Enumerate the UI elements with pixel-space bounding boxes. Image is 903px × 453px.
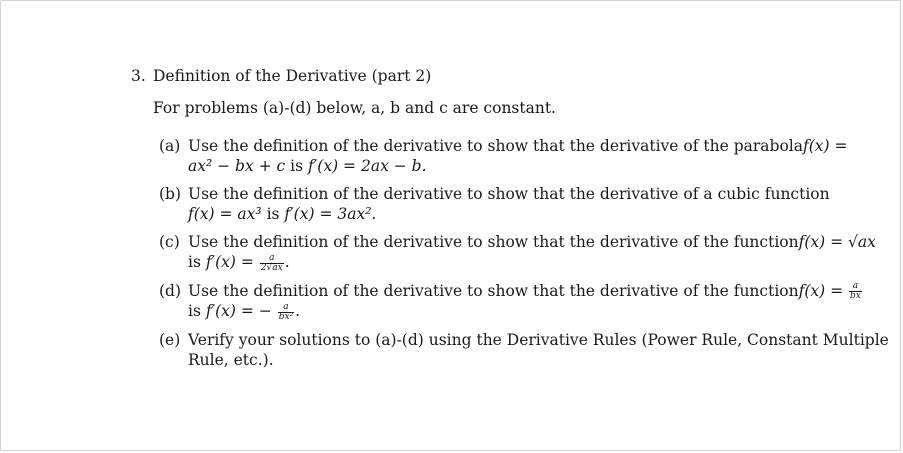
fraction-denominator: 2√ax <box>260 262 283 273</box>
part-line-1 <box>188 232 876 252</box>
fraction-denominator: bx² <box>278 311 294 322</box>
fraction-numerator: a <box>849 282 862 292</box>
math-expression: f′(x) = − <box>205 302 272 320</box>
part-line-2 <box>188 204 820 224</box>
part-text: is <box>290 157 304 175</box>
part-text: is <box>266 205 280 223</box>
part-label: (e) <box>159 330 181 349</box>
math-expression: f(x) = ax³ <box>188 205 262 223</box>
math-expression: ax² − bx + c <box>188 157 286 175</box>
part-label: (a) <box>159 137 181 155</box>
part-line-1: Verify your solutions to (a)-(d) using the Derivative Rules (Power Rule, Constant Multiple <box>188 330 889 349</box>
punctuation: . <box>284 253 290 271</box>
fraction <box>849 282 862 301</box>
punctuation: . <box>295 302 301 320</box>
part-c <box>131 232 876 273</box>
fraction <box>260 254 284 273</box>
problem-number: 3. <box>131 67 146 85</box>
part-a <box>131 136 848 176</box>
part-text: Use the definition of the derivative to show that the derivative of the parabola <box>188 137 803 155</box>
part-line-2 <box>188 156 820 176</box>
math-expression: f′(x) = 2ax − b. <box>308 157 427 175</box>
part-b <box>131 184 830 224</box>
part-d <box>131 281 861 322</box>
part-line-2: Rule, etc.). <box>188 350 274 369</box>
part-label: (c) <box>159 233 180 251</box>
math-expression: f(x) = <box>802 137 848 155</box>
part-line-2 <box>188 301 820 322</box>
part-text: is <box>188 253 201 271</box>
part-line-1 <box>188 136 848 156</box>
part-line-1 <box>188 184 830 204</box>
part-text: Use the definition of the derivative to show that the derivative of the function <box>188 233 799 251</box>
part-text: Use the definition of the derivative to show that the derivative of a cubic function <box>188 185 830 203</box>
fraction-numerator: a <box>278 303 294 313</box>
math-expression: f′(x) = 3ax². <box>284 205 377 223</box>
part-label: (b) <box>159 185 182 203</box>
fraction <box>278 303 294 322</box>
part-e <box>131 330 889 370</box>
parts-list <box>131 136 889 370</box>
part-label: (d) <box>159 281 182 300</box>
part-line-1 <box>188 281 861 302</box>
part-line-2 <box>188 252 820 273</box>
part-text: Use the definition of the derivative to show that the derivative of the function <box>188 281 799 300</box>
math-expression: f(x) = √ax <box>798 233 876 251</box>
problem-3 <box>131 66 889 378</box>
math-expression: f(x) = <box>798 281 844 300</box>
problem-intro: For problems (a)-(d) below, a, b and c are constant. <box>153 99 556 117</box>
fraction-numerator: a <box>260 254 284 264</box>
part-text: is <box>188 302 201 320</box>
math-expression: f′(x) = <box>205 253 254 271</box>
problem-title-text: Definition of the Derivative (part 2) <box>153 67 432 85</box>
fraction-denominator: bx <box>850 291 861 301</box>
problem-title <box>131 66 831 86</box>
